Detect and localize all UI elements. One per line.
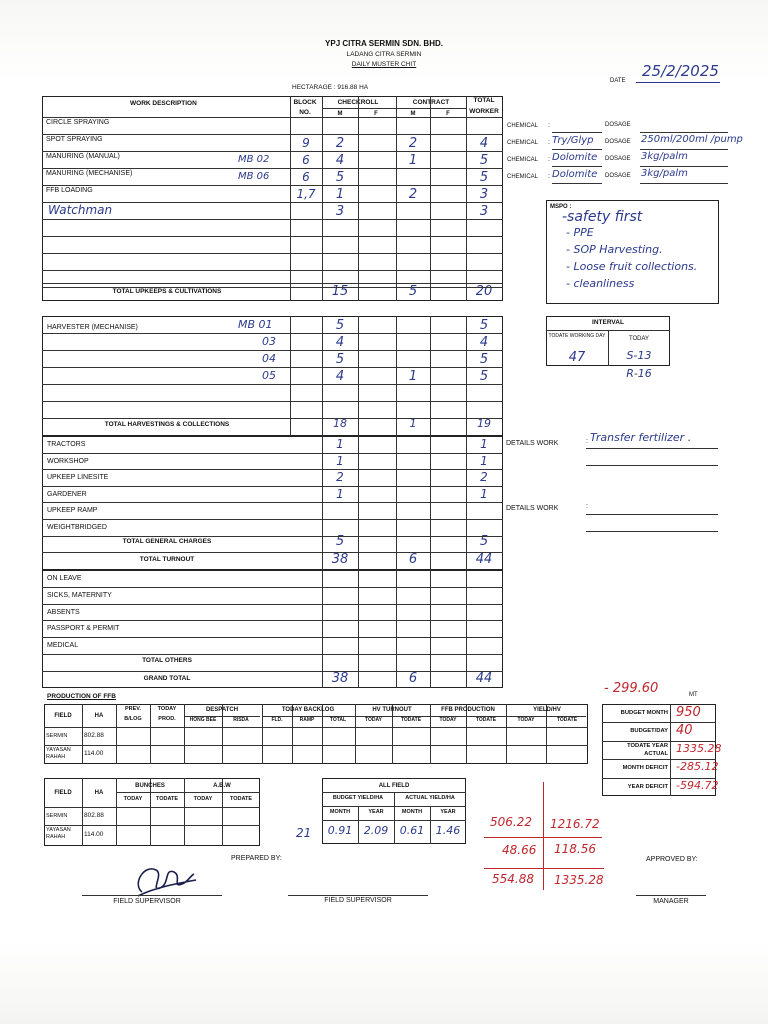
dosage-underline — [640, 183, 728, 184]
details-line-4 — [586, 531, 718, 532]
worker-header: WORKER — [469, 108, 499, 115]
total-upkeeps-total: 20 — [475, 284, 493, 299]
work-row-line-1 — [42, 151, 503, 152]
bunches-header: BUNCHES — [135, 783, 165, 789]
bunches-ha: 802.88 — [84, 812, 104, 819]
budget-value: -594.72 — [676, 778, 719, 792]
harvester-checkroll-m: 5 — [335, 352, 345, 367]
general-row-line-2 — [42, 469, 503, 470]
allfield-month-2: MONTH — [401, 809, 423, 815]
chemical-label: CHEMICAL — [507, 174, 539, 180]
allfield-month-1: MONTH — [329, 809, 351, 815]
grand-total-label: GRAND TOTAL — [143, 675, 191, 682]
dosage-underline — [640, 132, 728, 133]
grand-total-cm: 6 — [408, 671, 418, 686]
work-row-line-8 — [42, 270, 503, 271]
general-row-label: GARDENER — [47, 490, 87, 498]
others-row-label: ABSENTS — [47, 608, 80, 616]
budget-value: 40 — [676, 723, 693, 739]
interval-todate-value: 47 — [568, 350, 586, 365]
work-row-total: 4 — [479, 136, 489, 151]
work-row-total: 3 — [479, 204, 489, 219]
bunches-field-header: FIELD — [54, 790, 72, 796]
date-label: DATE — [610, 78, 626, 84]
budget-value: 950 — [676, 705, 701, 720]
chemical-label: CHEMICAL — [507, 123, 539, 129]
work-row-line-9 — [42, 287, 503, 288]
chemical-value: Dolomite — [552, 152, 598, 163]
mspo-item: - Loose fruit collections. — [566, 260, 698, 273]
work-row-line-6 — [42, 236, 503, 237]
work-row-label: SPOT SPRAYING — [46, 136, 103, 143]
general-row-label: TRACTORS — [47, 441, 86, 448]
harvest-row-line-4 — [42, 384, 503, 385]
prod-col-7 — [322, 704, 323, 764]
harvester-total: 5 — [479, 318, 489, 333]
general-row-label: WEIGHTBRIDGED — [47, 524, 107, 531]
total-turnout-label: TOTAL TURNOUT — [139, 556, 195, 563]
allfield-year-1: YEAR — [368, 809, 384, 815]
prod-hv-header: HV TURNOUT — [372, 707, 412, 713]
prod-field: SERMIN — [46, 733, 68, 739]
work-description-header: WORK DESCRIPTION — [130, 100, 197, 107]
chemical-colon: : — [548, 122, 550, 129]
general-row-m: 1 — [336, 486, 344, 501]
bunches-col-0 — [82, 778, 83, 846]
work-row-handwriting: MB 06 — [238, 171, 270, 182]
prod-ha: 802.88 — [84, 732, 104, 739]
prod-total-header: TOTAL — [329, 717, 347, 723]
prod-backlog-header: TODAY BACKLOG — [281, 707, 335, 713]
manager-label: MANAGER — [653, 898, 689, 905]
budget-mt: MT — [689, 692, 698, 698]
mspo-item: -safety first — [562, 209, 643, 225]
total-harvest-m: 18 — [333, 417, 347, 430]
general-row-m: 1 — [336, 453, 344, 468]
general-row-total: 1 — [480, 453, 488, 468]
others-row-label: ON LEAVE — [47, 575, 82, 582]
budget-label: YEAR DEFICIT — [627, 783, 668, 790]
work-row-handwriting: MB 02 — [238, 154, 270, 165]
chemical-underline — [552, 183, 602, 184]
bunches-ha: 114.00 — [84, 831, 104, 838]
general-row-m: 1 — [336, 437, 344, 451]
harvester-block: MB 01 — [238, 318, 273, 331]
work-row-contract-m: 2 — [408, 136, 418, 151]
field-supervisor-2: FIELD SUPERVISOR — [324, 897, 392, 904]
work-row-label: CIRCLE SPRAYING — [46, 119, 110, 126]
checkroll-m-header: M — [337, 111, 343, 117]
prod-ha: 114.00 — [84, 750, 104, 757]
sign-line-1 — [82, 895, 222, 896]
prod-col-9 — [392, 704, 393, 764]
work-row-block: 9 — [302, 136, 310, 150]
allfield-actual-header: ACTUAL YIELD/HA — [405, 795, 455, 801]
dosage-underline — [640, 166, 728, 167]
budget-note: - 299.60 — [604, 681, 659, 696]
prod-field-header: FIELD — [54, 713, 72, 719]
work-row-line-2 — [42, 168, 503, 169]
prod-yield-header: YIELD/HV — [533, 707, 561, 713]
allfield-value: 0.91 — [327, 824, 353, 837]
total-harvest-label: TOTAL HARVESTINGS & COLLECTIONS — [104, 421, 230, 428]
budget-row-line — [602, 722, 716, 723]
allfield-budget-header: BUDGET YIELD/HA — [332, 795, 384, 801]
prod-row-line — [44, 745, 588, 746]
general-row-total: 1 — [480, 486, 488, 501]
calc-b2: 118.56 — [554, 842, 596, 856]
general-row-m: 2 — [336, 470, 344, 485]
sign-line-2 — [288, 895, 428, 896]
bunches-row-line — [44, 825, 260, 826]
prod-col-5 — [262, 704, 263, 764]
harvester-checkroll-m: 5 — [335, 318, 345, 333]
work-row-total: 3 — [479, 187, 489, 202]
prod-ffb-header: FFB PRODUCTION — [441, 707, 495, 713]
interval-todate-label: TODATE WORKING DAY — [548, 333, 606, 339]
harvester-checkroll-m: 4 — [335, 335, 345, 350]
prod-col-3 — [184, 704, 185, 764]
production-title: PRODUCTION OF FFB — [47, 693, 116, 700]
others-row-line-5 — [42, 654, 503, 655]
work-row-label: FFB LOADING — [46, 187, 93, 194]
work-row-line-0 — [42, 134, 503, 135]
dosage-label: DOSAGE — [605, 139, 631, 145]
work-row-label: MANURING (MANUAL) — [46, 153, 120, 160]
others-row-line-1 — [42, 587, 503, 588]
work-row-block: 1,7 — [296, 187, 316, 201]
work-row-total: 5 — [479, 170, 489, 185]
work-row-line-7 — [42, 253, 503, 254]
interval-today-value: S-13 — [626, 349, 652, 362]
dosage-underline — [640, 149, 728, 150]
general-row-total: 1 — [480, 437, 488, 451]
details-work-value-1: Transfer fertilizer . — [590, 431, 692, 444]
total-header: TOTAL — [473, 97, 495, 104]
prod-col-8 — [355, 704, 356, 764]
prod-prev2-header: B/LOG — [124, 716, 142, 722]
interval-divider — [608, 330, 609, 366]
chemical-value: Try/Glyp — [552, 135, 594, 146]
interval-extra: R-16 — [626, 367, 652, 380]
prod-hongbee-header: HONG BEE — [189, 717, 217, 723]
work-head-line — [42, 117, 503, 118]
mspo-item: - PPE — [566, 226, 594, 239]
harvester-block: 05 — [262, 369, 276, 382]
harvester-total: 5 — [479, 352, 489, 367]
prod-today2-header: PROD. — [158, 716, 176, 722]
general-row-label: UPKEEP LINESITE — [47, 474, 109, 482]
work-row-checkroll-m: 4 — [335, 153, 345, 168]
details-line-1 — [586, 448, 718, 449]
bunches-field: YAYASAN RAHAH — [46, 827, 71, 840]
work-row-checkroll-m: 3 — [335, 204, 345, 219]
general-row-line-6 — [42, 536, 503, 537]
allfield-prefix: 21 — [296, 826, 312, 840]
prod-ffb-todate: TODATE — [475, 717, 497, 723]
prod-col-11 — [466, 704, 467, 764]
calc-c1: 554.88 — [492, 872, 534, 886]
contract-m-header: M — [410, 111, 416, 117]
hectarage: HECTARAGE : 916.88 HA — [292, 84, 369, 91]
allfield-value: 0.61 — [399, 824, 425, 837]
chemical-colon: : — [548, 173, 550, 180]
work-row-contract-m: 2 — [408, 187, 418, 202]
general-row-line-3 — [42, 486, 503, 487]
abw-today: TODAY — [193, 796, 213, 802]
work-row-handwriting: Watchman — [48, 203, 113, 217]
grand-total-total: 44 — [475, 671, 493, 686]
total-harvest-total: 19 — [477, 417, 491, 430]
harvest-row-line-1 — [42, 333, 503, 334]
prod-col-1 — [116, 704, 117, 764]
prod-col-4 — [222, 704, 223, 764]
general-row-total: 2 — [480, 470, 488, 485]
general-row-line-1 — [42, 453, 503, 454]
work-row-block: 6 — [302, 170, 310, 184]
others-row-line-3 — [42, 620, 503, 621]
prod-hv-todate: TODATE — [400, 717, 422, 723]
prepared-by-label: PREPARED BY: — [231, 855, 282, 862]
allfield-value: 2.09 — [363, 824, 389, 837]
prod-risda-header: RISDA — [233, 717, 249, 723]
estate-name: LADANG CITRA SERMIN — [346, 51, 422, 58]
details-line-3 — [586, 514, 718, 515]
work-row-contract-m: 1 — [408, 153, 418, 168]
bunches-ha-header: HA — [94, 790, 104, 796]
harvester-contract-m: 1 — [408, 369, 418, 384]
calc-b1: 48.66 — [502, 843, 537, 857]
abw-todate: TODATE — [229, 796, 253, 802]
chemical-colon: : — [548, 156, 550, 163]
bunches-head-line — [44, 807, 260, 808]
work-row-total: 5 — [479, 153, 489, 168]
prod-today-header: TODAY — [157, 706, 177, 712]
harvester-block: 04 — [262, 352, 276, 365]
prod-hv-today: TODAY — [365, 717, 382, 723]
total-others-label: TOTAL OTHERS — [142, 657, 192, 664]
budget-value: 1335.28 — [676, 741, 722, 755]
general-turnout-line — [42, 552, 503, 553]
total-general-label: TOTAL GENERAL CHARGES — [122, 538, 212, 545]
harvest-total-line — [42, 418, 503, 419]
allfield-title: ALL FIELD — [378, 783, 410, 789]
bunches-today: TODAY — [123, 796, 143, 802]
chemical-colon: : — [548, 139, 550, 146]
others-row-label: SICKS, MATERNITY — [47, 591, 112, 599]
chemical-underline — [552, 149, 602, 150]
work-row-line-3 — [42, 185, 503, 186]
prod-fld-header: FLD. — [271, 717, 283, 723]
total-turnout-cm: 6 — [408, 552, 418, 567]
work-total-line — [42, 283, 503, 284]
date-value: 25/2/2025 — [642, 62, 719, 80]
work-row-checkroll-m: 5 — [335, 170, 345, 185]
interval-today-label: TODAY — [628, 336, 650, 342]
prod-col-2 — [150, 704, 151, 764]
dosage-label: DOSAGE — [605, 173, 631, 179]
contract-header: CONTRACT — [412, 99, 450, 106]
bunches-field: SERMIN — [46, 813, 68, 819]
bunches-sub-line — [116, 792, 260, 793]
calc-vline — [543, 782, 544, 890]
work-row-block: 6 — [302, 153, 310, 167]
harvest-row-line-2 — [42, 350, 503, 351]
general-row-line-4 — [42, 502, 503, 503]
dosage-label: DOSAGE — [605, 122, 631, 128]
checkroll-f-header: F — [374, 111, 378, 117]
field-supervisor-1: FIELD SUPERVISOR — [113, 898, 181, 905]
total-harvest-cm: 1 — [409, 417, 417, 430]
others-row-label: PASSPORT & PERMIT — [47, 625, 120, 633]
details-colon-2: : — [586, 503, 588, 510]
general-row-label: UPKEEP RAMP — [47, 507, 98, 515]
total-upkeeps-m: 15 — [331, 284, 349, 299]
details-colon-1: : — [586, 438, 588, 445]
prod-head-line — [44, 727, 588, 728]
budget-label: BUDGET/DAY — [630, 728, 668, 735]
work-row-checkroll-m: 2 — [335, 136, 345, 151]
budget-label: MONTH DEFICIT — [622, 765, 668, 772]
chemical-label: CHEMICAL — [507, 157, 539, 163]
total-turnout-total: 44 — [475, 552, 493, 567]
prod-ffb-today: TODAY — [439, 717, 457, 723]
approved-by-label: APPROVED BY: — [646, 856, 698, 863]
harvester-total: 5 — [479, 369, 489, 384]
checkroll-header: CHECKROLL — [337, 99, 379, 106]
dosage-value: 3kg/palm — [641, 151, 688, 162]
calc-a2: 1216.72 — [550, 817, 600, 831]
prod-col-6 — [292, 704, 293, 764]
allfield-year-2: YEAR — [440, 809, 456, 815]
budget-value: -285.12 — [676, 760, 719, 774]
harvester-block: 03 — [262, 335, 276, 348]
work-row-checkroll-m: 1 — [335, 187, 345, 202]
harvest-row-line-5 — [42, 401, 503, 402]
work-head-sub — [322, 108, 466, 109]
prod-ramp-header: RAMP — [299, 717, 315, 723]
work-row-line-5 — [42, 219, 503, 220]
mspo-item: - SOP Harvesting. — [566, 243, 663, 256]
chemical-underline — [552, 132, 602, 133]
chemical-label: CHEMICAL — [507, 140, 539, 146]
block-no-header: NO. — [299, 109, 311, 116]
others-row-line-4 — [42, 637, 503, 638]
harvester-label: HARVESTER (MECHANISE) — [47, 324, 138, 331]
allfield-value: 1.46 — [435, 824, 461, 837]
details-work-label-2: DETAILS WORK — [506, 505, 559, 512]
dosage-label: DOSAGE — [605, 156, 631, 162]
prod-yield-todate: TODATE — [556, 717, 578, 723]
harvester-total: 4 — [479, 335, 489, 350]
prod-col-10 — [430, 704, 431, 764]
dosage-value: 3kg/palm — [641, 168, 688, 179]
grand-total-m: 38 — [331, 671, 349, 686]
others-row-label: MEDICAL — [47, 642, 79, 650]
form-title: DAILY MUSTER CHIT — [351, 61, 417, 68]
dosage-value: 250ml/200ml /pump — [641, 134, 743, 145]
others-row-line-2 — [42, 604, 503, 605]
others-row-line-6 — [42, 671, 503, 672]
sign-line-3 — [636, 895, 706, 896]
contract-f-header: F — [446, 111, 450, 117]
general-row-line-5 — [42, 519, 503, 520]
date-underline — [636, 82, 720, 83]
calc-a1: 506.22 — [490, 815, 532, 829]
prod-prev-header: PREV. — [124, 706, 141, 712]
details-work-label-1: DETAILS WORK — [506, 440, 559, 447]
budget-label: TODATE YEAR ACTUAL — [627, 742, 668, 757]
calc-hline-2 — [484, 868, 604, 869]
total-general-total: 5 — [479, 534, 489, 549]
prod-col-12 — [506, 704, 507, 764]
total-turnout-m: 38 — [331, 552, 349, 567]
block-header: BLOCK — [293, 99, 317, 106]
general-row-label: WORKSHOP — [47, 457, 89, 465]
prod-yield-today: TODAY — [517, 717, 535, 723]
bunches-todate: TODATE — [155, 796, 179, 802]
chemical-underline — [552, 166, 602, 167]
calc-hline-1 — [484, 837, 602, 838]
harvest-row-line-3 — [42, 367, 503, 368]
harvester-checkroll-m: 4 — [335, 369, 345, 384]
prod-despatch-header: DESPATCH — [205, 707, 239, 713]
calc-c2: 1335.28 — [554, 873, 604, 887]
prod-col-13 — [546, 704, 547, 764]
budget-label: BUDGET MONTH — [620, 710, 668, 716]
total-upkeeps-label: TOTAL UPKEEPS & CULTIVATIONS — [112, 288, 222, 295]
company-name: YPJ CITRA SERMIN SDN. BHD. — [325, 39, 443, 48]
bunches-abw-header: A.B.W — [213, 783, 231, 789]
mspo-label: MSPO : — [550, 204, 572, 210]
chemical-value: Dolomite — [552, 169, 598, 180]
budget-col — [670, 704, 671, 796]
total-general-m: 5 — [335, 534, 345, 549]
details-line-2 — [586, 465, 718, 466]
total-upkeeps-cm: 5 — [408, 284, 418, 299]
interval-title: INTERVAL — [592, 319, 624, 326]
prod-ha-header: HA — [94, 713, 104, 719]
work-row-label: MANURING (MECHANISE) — [46, 170, 133, 177]
prod-field: YAYASAN RAHAH — [46, 747, 71, 760]
mspo-item: - cleanliness — [566, 277, 635, 290]
